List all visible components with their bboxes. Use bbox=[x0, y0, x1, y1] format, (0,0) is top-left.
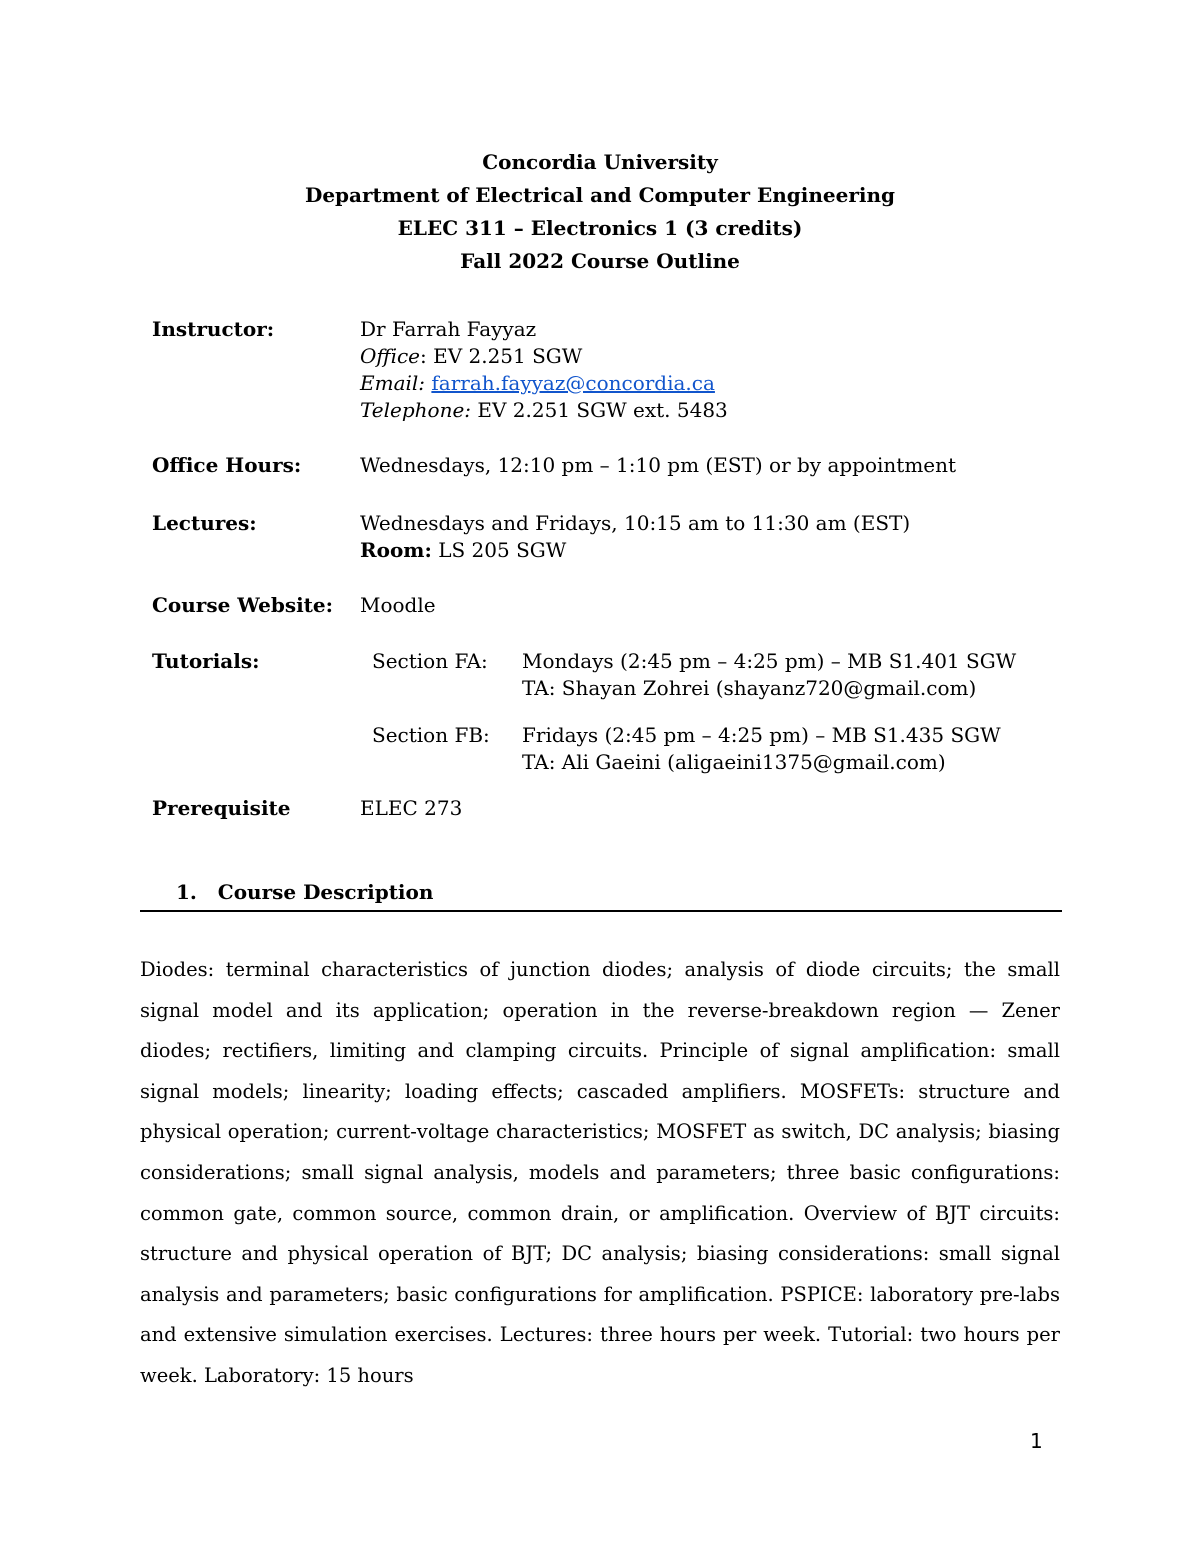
section-heading-course-description bbox=[176, 878, 433, 906]
section-divider bbox=[140, 910, 1062, 912]
office-label: Office bbox=[360, 344, 420, 368]
instructor-details bbox=[360, 316, 728, 424]
office-hours-value: Wednesdays, 12:10 pm – 1:10 pm (EST) or by appointment bbox=[360, 453, 957, 477]
tutorial-fb-time: Fridays (2:45 pm – 4:25 pm) – MB S1.435 SGW bbox=[522, 723, 1001, 747]
office-hours-label: Office Hours: bbox=[152, 453, 302, 477]
tutorials-label: Tutorials: bbox=[152, 649, 260, 673]
page-number: 1 bbox=[1030, 1429, 1043, 1453]
lectures-room bbox=[360, 537, 910, 564]
section-title: Course Description bbox=[217, 880, 434, 904]
department-name: Department of Electrical and Computer Engineering bbox=[304, 183, 895, 207]
lectures-value: Wednesdays and Fridays, 10:15 am to 11:30 am (EST) bbox=[360, 511, 911, 535]
university-name: Concordia University bbox=[482, 150, 718, 174]
prerequisite-label: Prerequisite bbox=[152, 796, 291, 820]
lectures-label: Lectures: bbox=[152, 511, 257, 535]
instructor-office bbox=[360, 343, 728, 370]
tutorial-fb-ta: TA: Ali Gaeini (aligaeini1375@gmail.com) bbox=[522, 750, 946, 774]
instructor-email bbox=[360, 370, 728, 397]
instructor-label: Instructor: bbox=[152, 317, 275, 341]
email-link[interactable]: farrah.fayyaz@concordia.ca bbox=[431, 371, 715, 395]
telephone-value: EV 2.251 SGW ext. 5483 bbox=[471, 398, 728, 422]
room-value: LS 205 SGW bbox=[431, 538, 567, 562]
course-website-label: Course Website: bbox=[152, 593, 334, 617]
email-label: Email: bbox=[360, 371, 426, 395]
course-title: ELEC 311 – Electronics 1 (3 credits) bbox=[397, 216, 803, 240]
instructor-name: Dr Farrah Fayyaz bbox=[360, 317, 537, 341]
room-label: Room: bbox=[360, 538, 432, 562]
course-description-text: Diodes: terminal characteristics of junction diodes; analysis of diode circuits; the small signal model and its application; operation in the reverse-breakdown region — Zener diodes; rectifiers, limiting and clamping circuits. Principle of signal amplification: small signal models; linearity; loading effects; cascaded amplifiers. MOSFETs: structure and physical operation; current-voltage characteristics; MOSFET as switch, DC analysis; biasing considerations; small signal analysis, models and parameters; three basic configurations: common gate, common source, common drain, or amplification. Overview of BJT circuits: structure and physical operation of BJT; DC analysis; biasing considerations: small signal analysis and parameters; basic configurations for amplification. PSPICE: laboratory pre-labs and extensive simulation exercises. Lectures: three hours per week. Tutorial: two hours per week. Laboratory: 15 hours bbox=[140, 958, 1060, 1387]
instructor-telephone bbox=[360, 397, 728, 424]
lectures-details bbox=[360, 510, 910, 564]
document-header bbox=[0, 146, 1200, 278]
section-number: 1. bbox=[176, 880, 197, 904]
tutorial-fa-ta: TA: Shayan Zohrei (shayanz720@gmail.com) bbox=[522, 676, 977, 700]
outline-title: Fall 2022 Course Outline bbox=[460, 249, 740, 273]
tutorial-section-fb: Section FB: bbox=[372, 723, 490, 747]
prerequisite-value: ELEC 273 bbox=[360, 796, 463, 820]
office-value: : EV 2.251 SGW bbox=[420, 344, 583, 368]
tutorial-section-fa: Section FA: bbox=[372, 649, 488, 673]
tutorial-fa-time: Mondays (2:45 pm – 4:25 pm) – MB S1.401 SGW bbox=[522, 649, 1017, 673]
course-website-value: Moodle bbox=[360, 593, 436, 617]
telephone-label: Telephone: bbox=[360, 398, 472, 422]
